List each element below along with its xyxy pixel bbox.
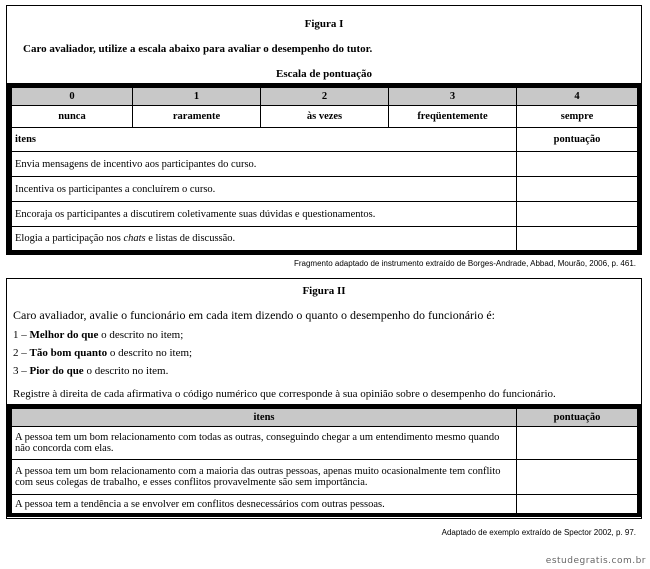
option-rest: o descrito no item.	[83, 365, 169, 377]
figure-1-source: Fragmento adaptado de instrumento extraído de Borges-Andrade, Abbad, Mourão, 2006, p. 461.	[293, 259, 636, 268]
scale-num-2: 2	[261, 88, 389, 106]
score-header: pontuação	[517, 128, 638, 152]
scale-label-1: raramente	[133, 106, 261, 128]
table-row	[12, 427, 638, 460]
score-cell[interactable]	[517, 460, 638, 495]
figure-2-intro: Caro avaliador, avalie o funcionário em cada item dizendo o quanto o desempenho do funcionário é:	[13, 308, 496, 322]
option-bold: Melhor do que	[29, 329, 99, 341]
table-row	[12, 177, 638, 202]
figure-2-table	[7, 404, 641, 517]
figure-1-title: Figura I	[304, 18, 344, 30]
figure-2-source: Adaptado de exemplo extraído de Spector 2002, p. 97.	[441, 528, 636, 537]
scale-num-0: 0	[12, 88, 133, 106]
scale-label-row	[12, 106, 638, 128]
items-header-row	[12, 409, 638, 427]
item-text: A pessoa tem a tendência a se envolver em conflitos desnecessários com outras pessoas.	[12, 495, 517, 514]
scale-num-3: 3	[389, 88, 517, 106]
item-text-pre: Elogia a participação nos	[15, 233, 124, 245]
option-rest: o descrito no item;	[107, 347, 193, 359]
item-text: Incentiva os participantes a concluírem o curso.	[12, 177, 517, 202]
option-num: 3 –	[13, 365, 30, 377]
scale-label-3: freqüentemente	[389, 106, 517, 128]
figure-1-intro: Caro avaliador, utilize a escala abaixo para avaliar o desempenho do tutor.	[23, 43, 373, 55]
option-3	[13, 365, 168, 377]
score-cell[interactable]	[517, 152, 638, 177]
scale-label-2: às vezes	[261, 106, 389, 128]
items-header: itens	[12, 128, 517, 152]
option-rest: o descrito no item;	[98, 329, 184, 341]
option-2	[13, 347, 192, 359]
table-row	[12, 495, 638, 514]
item-text: A pessoa tem um bom relacionamento com todas as outras, conseguindo chegar a um entendimento mesmo quando não concorda com elas.	[12, 427, 517, 460]
figure-1	[6, 5, 642, 255]
scale-num-1: 1	[133, 88, 261, 106]
option-num: 1 –	[13, 329, 30, 341]
scale-label-0: nunca	[12, 106, 133, 128]
table-row	[12, 227, 638, 251]
score-cell[interactable]	[517, 202, 638, 227]
option-num: 2 –	[13, 347, 30, 359]
score-cell[interactable]	[517, 177, 638, 202]
item-text: Envia mensagens de incentivo aos participantes do curso.	[12, 152, 517, 177]
score-cell[interactable]	[517, 495, 638, 514]
table-row	[12, 460, 638, 495]
scale-number-row	[12, 88, 638, 106]
items-header-row	[12, 128, 638, 152]
option-1	[13, 329, 183, 341]
score-header: pontuação	[517, 409, 638, 427]
score-cell[interactable]	[517, 427, 638, 460]
figure-2	[6, 278, 642, 519]
table-row	[12, 202, 638, 227]
figure-2-title: Figura II	[302, 285, 346, 297]
item-text	[12, 227, 517, 251]
scale-num-4: 4	[517, 88, 638, 106]
scale-label-4: sempre	[517, 106, 638, 128]
item-text: A pessoa tem um bom relacionamento com a maioria das outras pessoas, apenas muito ocasionalmente tem conflito com seus colegas de trabalho, e esses conflitos provavelmente são sem importância.	[12, 460, 517, 495]
table-row	[12, 152, 638, 177]
item-text-em: chats	[123, 233, 146, 245]
option-bold: Pior do que	[29, 365, 84, 377]
scale-title: Escala de pontuação	[276, 68, 372, 80]
item-text: Encoraja os participantes a discutirem coletivamente suas dúvidas e questionamentos.	[12, 202, 517, 227]
score-cell[interactable]	[517, 227, 638, 251]
item-text-post: e listas de discussão.	[145, 233, 236, 245]
option-bold: Tão bom quanto	[29, 347, 108, 359]
watermark: estudegratis.com.br	[545, 556, 646, 566]
figure-2-instruction: Registre à direita de cada afirmativa o código numérico que corresponde à sua opinião sobre o desempenho do funcionário.	[13, 388, 556, 400]
items-header: itens	[12, 409, 517, 427]
figure-1-table	[7, 83, 641, 255]
